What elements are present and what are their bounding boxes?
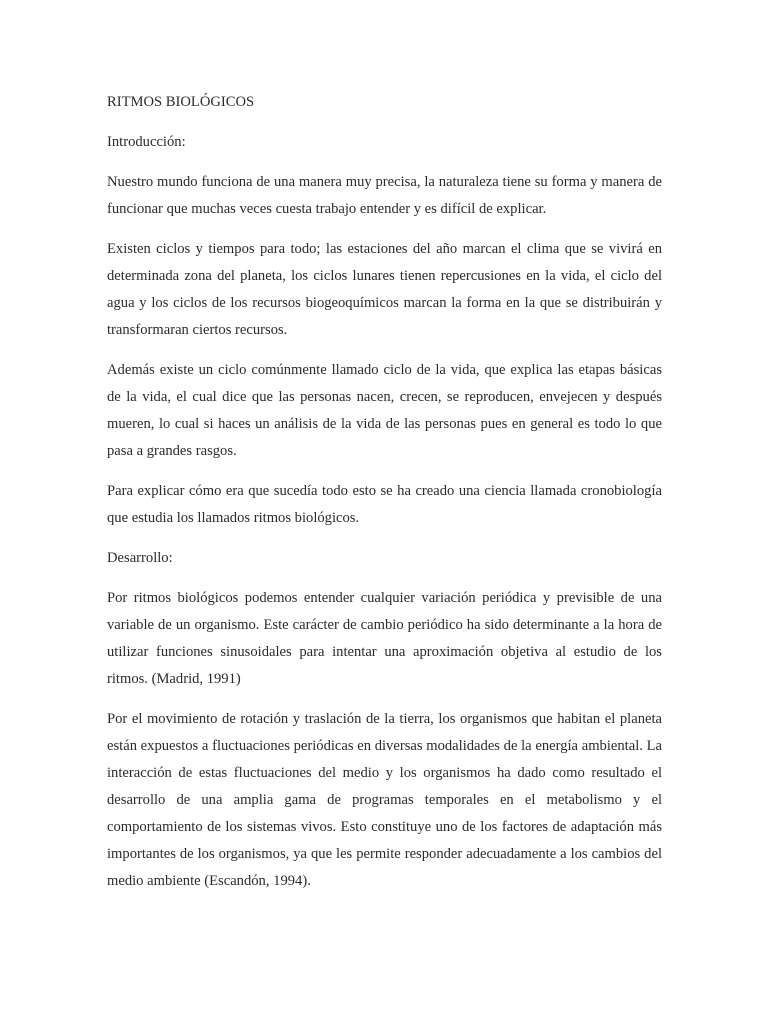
document-title: RITMOS BIOLÓGICOS <box>107 94 255 110</box>
paragraph: Además existe un ciclo comúnmente llamado ciclo de la vida, que explica las etapas básicas de la vida, el cual dice que las personas nacen, crecen, se reproducen, envejecen y después mueren, lo cual si haces un análisis de la vida de las personas pues en general es todo lo que pasa a grandes rasgos. <box>107 362 662 459</box>
paragraph: Nuestro mundo funciona de una manera muy precisa, la naturaleza tiene su forma y manera de funcionar que muchas veces cuesta trabajo entender y es difícil de explicar. <box>107 174 662 217</box>
paragraph: Para explicar cómo era que sucedía todo esto se ha creado una ciencia llamada cronobiología que estudia los llamados ritmos biológicos. <box>107 483 662 526</box>
paragraph: Por ritmos biológicos podemos entender cualquier variación periódica y previsible de una variable de un organismo. Este carácter de cambio periódico ha sido determinante a la hora de utilizar funciones sinusoidales para intentar una aproximación objetiva al estudio de los ritmos. (Madrid, 1991) <box>107 590 662 687</box>
section-heading-introduction: Introducción: <box>107 134 186 150</box>
paragraph: Por el movimiento de rotación y traslación de la tierra, los organismos que habitan el planeta están expuestos a fluctuaciones periódicas en diversas modalidades de la energía ambiental. La interacción de estas fluctuaciones del medio y los organismos ha dado como resultado el desarrollo de una amplia gama de programas temporales en el metabolismo y el comportamiento de los sistemas vivos. Esto constituye uno de los factores de adaptación más importantes de los organismos, ya que les permite responder adecuadamente a los cambios del medio ambiente (Escandón, 1994). <box>107 711 662 889</box>
paragraph: Existen ciclos y tiempos para todo; las estaciones del año marcan el clima que se vivirá en determinada zona del planeta, los ciclos lunares tienen repercusiones en la vida, el ciclo del agua y los ciclos de los recursos biogeoquímicos marcan la forma en la que se distribuirán y transformaran ciertos recursos. <box>107 241 662 338</box>
section-heading-development: Desarrollo: <box>107 550 173 566</box>
document-body <box>107 89 662 908</box>
